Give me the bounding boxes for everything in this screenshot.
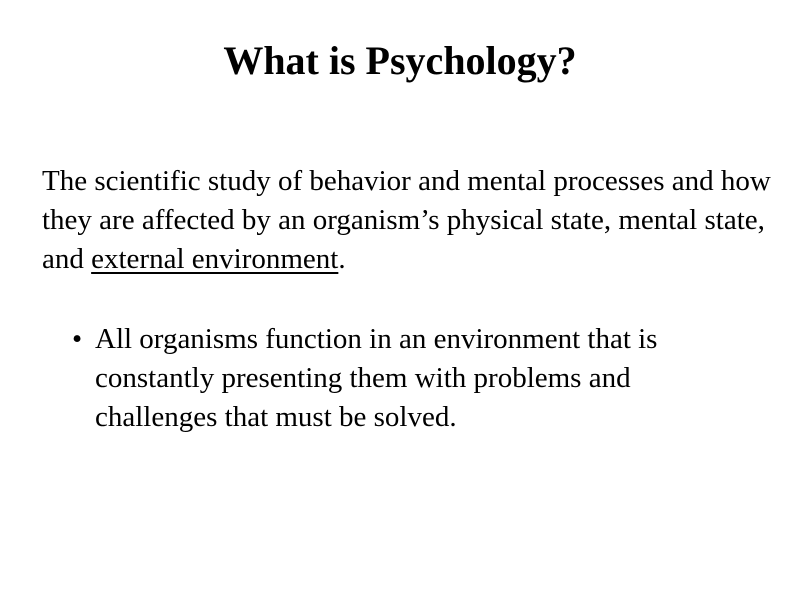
bullet-text: All organisms function in an environment that is constantly presenting them with problems and challenges that must be solved. (95, 323, 658, 433)
bullet-item (68, 320, 758, 437)
bullet-icon: • (72, 323, 83, 355)
definition-underlined-term: external environment (91, 243, 339, 275)
bullet-list (68, 320, 758, 437)
definition-paragraph (42, 162, 772, 279)
definition-period: . (338, 243, 346, 275)
slide-title: What is Psychology? (223, 38, 577, 83)
definition-text: The scientific study of behavior and mental processes and how they are affected by an organism’s physical state, mental state, and (42, 165, 771, 275)
